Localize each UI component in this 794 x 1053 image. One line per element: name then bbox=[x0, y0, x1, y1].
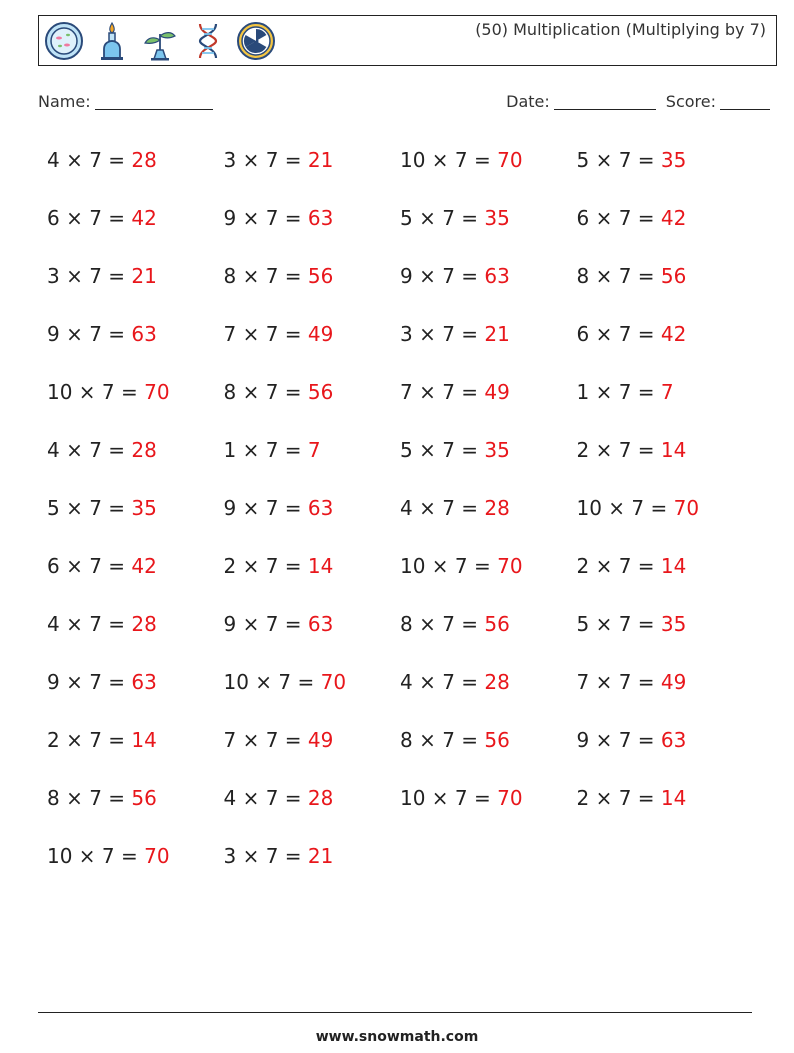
name-field[interactable] bbox=[38, 92, 213, 111]
score-line[interactable] bbox=[720, 93, 770, 110]
problem-item bbox=[224, 432, 401, 490]
footer-url: www.snowmath.com bbox=[315, 1029, 479, 1045]
problem-question: 8 × 7 = bbox=[400, 612, 485, 636]
petri-dish-icon bbox=[43, 20, 85, 62]
problem-item bbox=[47, 548, 224, 606]
problem-item bbox=[224, 606, 401, 664]
problem-question: 3 × 7 = bbox=[400, 322, 485, 346]
problem-answer: 70 bbox=[673, 496, 700, 520]
problem-question: 9 × 7 = bbox=[400, 264, 485, 288]
problem-answer: 35 bbox=[131, 496, 157, 520]
problem-question: 1 × 7 = bbox=[223, 438, 308, 462]
problem-answer: 28 bbox=[131, 148, 157, 172]
problem-answer: 70 bbox=[320, 670, 347, 694]
problem-question: 8 × 7 = bbox=[223, 380, 308, 404]
problem-item bbox=[47, 258, 224, 316]
problem-item bbox=[400, 548, 577, 606]
problem-item bbox=[577, 606, 754, 664]
problem-answer: 14 bbox=[307, 554, 334, 578]
problem-item bbox=[47, 432, 224, 490]
problem-answer: 21 bbox=[484, 322, 510, 346]
problem-item bbox=[224, 316, 401, 374]
problem-item bbox=[47, 200, 224, 258]
problem-item bbox=[400, 258, 577, 316]
problem-answer: 35 bbox=[660, 148, 687, 172]
header-box bbox=[38, 15, 777, 66]
date-label: Date: bbox=[506, 92, 550, 111]
problem-item bbox=[577, 258, 754, 316]
problem-question: 7 × 7 = bbox=[400, 380, 485, 404]
problem-answer: 35 bbox=[484, 438, 510, 462]
problem-answer: 49 bbox=[660, 670, 687, 694]
problem-question: 2 × 7 = bbox=[576, 786, 661, 810]
problem-item bbox=[224, 780, 401, 838]
problem-question: 10 × 7 = bbox=[576, 496, 674, 520]
problem-item bbox=[400, 432, 577, 490]
name-line[interactable] bbox=[95, 93, 213, 110]
problem-answer: 56 bbox=[484, 612, 510, 636]
problem-item bbox=[577, 780, 754, 838]
problem-answer: 21 bbox=[307, 148, 334, 172]
problem-answer: 56 bbox=[484, 728, 510, 752]
radiation-icon bbox=[235, 20, 277, 62]
problem-item bbox=[224, 142, 401, 200]
problem-answer: 63 bbox=[131, 322, 157, 346]
problem-question: 6 × 7 = bbox=[47, 554, 132, 578]
problem-question: 9 × 7 = bbox=[47, 322, 132, 346]
problem-item bbox=[577, 142, 754, 200]
problem-answer: 28 bbox=[131, 438, 157, 462]
problem-question: 4 × 7 = bbox=[400, 670, 485, 694]
problem-answer: 7 bbox=[660, 380, 674, 404]
date-line[interactable] bbox=[554, 93, 656, 110]
problem-item bbox=[400, 606, 577, 664]
problem-question: 5 × 7 = bbox=[47, 496, 132, 520]
problem-item bbox=[577, 548, 754, 606]
problem-item bbox=[577, 722, 754, 780]
problem-answer: 56 bbox=[131, 786, 157, 810]
problem-question: 4 × 7 = bbox=[47, 612, 132, 636]
problem-answer: 63 bbox=[307, 496, 334, 520]
problem-answer: 14 bbox=[660, 438, 687, 462]
problem-item bbox=[47, 838, 224, 896]
problem-answer: 49 bbox=[307, 728, 334, 752]
problem-answer: 70 bbox=[497, 786, 523, 810]
problem-question: 2 × 7 = bbox=[223, 554, 308, 578]
problem-item bbox=[577, 200, 754, 258]
problem-question: 3 × 7 = bbox=[47, 264, 132, 288]
problem-answer: 56 bbox=[307, 264, 334, 288]
problem-question: 5 × 7 = bbox=[400, 438, 485, 462]
problem-answer: 28 bbox=[484, 670, 510, 694]
score-label: Score: bbox=[665, 92, 716, 111]
problem-answer: 63 bbox=[660, 728, 687, 752]
problem-item bbox=[224, 490, 401, 548]
problem-item bbox=[400, 780, 577, 838]
problem-item bbox=[224, 200, 401, 258]
problem-answer: 14 bbox=[131, 728, 157, 752]
problem-answer: 56 bbox=[660, 264, 687, 288]
problem-question: 7 × 7 = bbox=[576, 670, 661, 694]
problem-item bbox=[400, 664, 577, 722]
problem-question: 6 × 7 = bbox=[47, 206, 132, 230]
problem-answer: 63 bbox=[484, 264, 510, 288]
problem-answer: 56 bbox=[307, 380, 334, 404]
problem-item bbox=[224, 722, 401, 780]
dna-icon bbox=[187, 20, 229, 62]
problem-answer: 49 bbox=[307, 322, 334, 346]
problem-item bbox=[47, 374, 224, 432]
problem-question: 9 × 7 = bbox=[223, 206, 308, 230]
problem-question: 8 × 7 = bbox=[47, 786, 132, 810]
problem-question: 10 × 7 = bbox=[223, 670, 321, 694]
problem-item bbox=[577, 490, 754, 548]
problem-answer: 42 bbox=[131, 206, 157, 230]
problem-question: 4 × 7 = bbox=[223, 786, 308, 810]
problem-question: 2 × 7 = bbox=[576, 554, 661, 578]
problem-answer: 28 bbox=[131, 612, 157, 636]
problem-answer: 42 bbox=[660, 322, 687, 346]
problem-answer: 63 bbox=[307, 612, 334, 636]
problem-item bbox=[400, 200, 577, 258]
problem-question: 10 × 7 = bbox=[400, 148, 498, 172]
problem-question: 7 × 7 = bbox=[223, 728, 308, 752]
problem-question: 5 × 7 = bbox=[576, 148, 661, 172]
problem-answer: 70 bbox=[497, 148, 523, 172]
problem-grid bbox=[47, 142, 753, 896]
problem-question: 2 × 7 = bbox=[576, 438, 661, 462]
problem-answer: 63 bbox=[131, 670, 157, 694]
problem-answer: 63 bbox=[307, 206, 334, 230]
problem-question: 9 × 7 = bbox=[47, 670, 132, 694]
date-score-fields bbox=[506, 92, 770, 111]
problem-item bbox=[400, 142, 577, 200]
name-label: Name: bbox=[38, 92, 91, 111]
problem-answer: 49 bbox=[484, 380, 510, 404]
problem-question: 3 × 7 = bbox=[223, 844, 308, 868]
problem-answer: 14 bbox=[660, 554, 687, 578]
problem-item bbox=[400, 722, 577, 780]
problem-item bbox=[47, 722, 224, 780]
problem-question: 5 × 7 = bbox=[576, 612, 661, 636]
problem-question: 6 × 7 = bbox=[576, 322, 661, 346]
problem-item bbox=[224, 664, 401, 722]
problem-answer: 28 bbox=[484, 496, 510, 520]
problem-item bbox=[47, 606, 224, 664]
problem-answer: 42 bbox=[660, 206, 687, 230]
problem-item bbox=[577, 664, 754, 722]
problem-answer: 7 bbox=[307, 438, 321, 462]
problem-item bbox=[47, 490, 224, 548]
problem-answer: 35 bbox=[484, 206, 510, 230]
problem-item bbox=[577, 432, 754, 490]
bunsen-burner-icon bbox=[91, 20, 133, 62]
problem-question: 4 × 7 = bbox=[400, 496, 485, 520]
problem-item bbox=[224, 374, 401, 432]
problem-item bbox=[224, 258, 401, 316]
problem-question: 9 × 7 = bbox=[223, 496, 308, 520]
problem-item bbox=[400, 490, 577, 548]
problem-item bbox=[400, 316, 577, 374]
problem-item bbox=[47, 316, 224, 374]
problem-item bbox=[577, 316, 754, 374]
problem-answer: 28 bbox=[307, 786, 334, 810]
problem-question: 4 × 7 = bbox=[47, 438, 132, 462]
problem-question: 2 × 7 = bbox=[47, 728, 132, 752]
plant-flask-icon bbox=[139, 20, 181, 62]
problem-answer: 21 bbox=[307, 844, 334, 868]
problem-item bbox=[47, 142, 224, 200]
problem-item bbox=[47, 664, 224, 722]
problem-question: 3 × 7 = bbox=[223, 148, 308, 172]
problem-question: 5 × 7 = bbox=[400, 206, 485, 230]
problem-answer: 70 bbox=[497, 554, 523, 578]
student-info-row bbox=[38, 92, 770, 116]
problem-question: 10 × 7 = bbox=[47, 380, 145, 404]
problem-question: 7 × 7 = bbox=[223, 322, 308, 346]
problem-answer: 21 bbox=[131, 264, 157, 288]
problem-answer: 14 bbox=[660, 786, 687, 810]
problem-item bbox=[224, 548, 401, 606]
problem-question: 6 × 7 = bbox=[576, 206, 661, 230]
footer-divider bbox=[38, 1012, 752, 1013]
problem-question: 8 × 7 = bbox=[400, 728, 485, 752]
problem-question: 8 × 7 = bbox=[223, 264, 308, 288]
problem-question: 10 × 7 = bbox=[400, 554, 498, 578]
problem-answer: 42 bbox=[131, 554, 157, 578]
problem-answer: 70 bbox=[144, 380, 170, 404]
problem-answer: 70 bbox=[144, 844, 170, 868]
problem-item bbox=[577, 374, 754, 432]
problem-question: 10 × 7 = bbox=[400, 786, 498, 810]
problem-answer: 35 bbox=[660, 612, 687, 636]
problem-item bbox=[224, 838, 401, 896]
problem-question: 9 × 7 = bbox=[576, 728, 661, 752]
problem-question: 8 × 7 = bbox=[576, 264, 661, 288]
problem-question: 9 × 7 = bbox=[223, 612, 308, 636]
problem-question: 10 × 7 = bbox=[47, 844, 145, 868]
problem-item bbox=[47, 780, 224, 838]
header-icons bbox=[43, 20, 277, 62]
problem-item bbox=[400, 374, 577, 432]
problem-question: 1 × 7 = bbox=[576, 380, 661, 404]
worksheet-title: (50) Multiplication (Multiplying by 7) bbox=[475, 20, 766, 39]
problem-question: 4 × 7 = bbox=[47, 148, 132, 172]
